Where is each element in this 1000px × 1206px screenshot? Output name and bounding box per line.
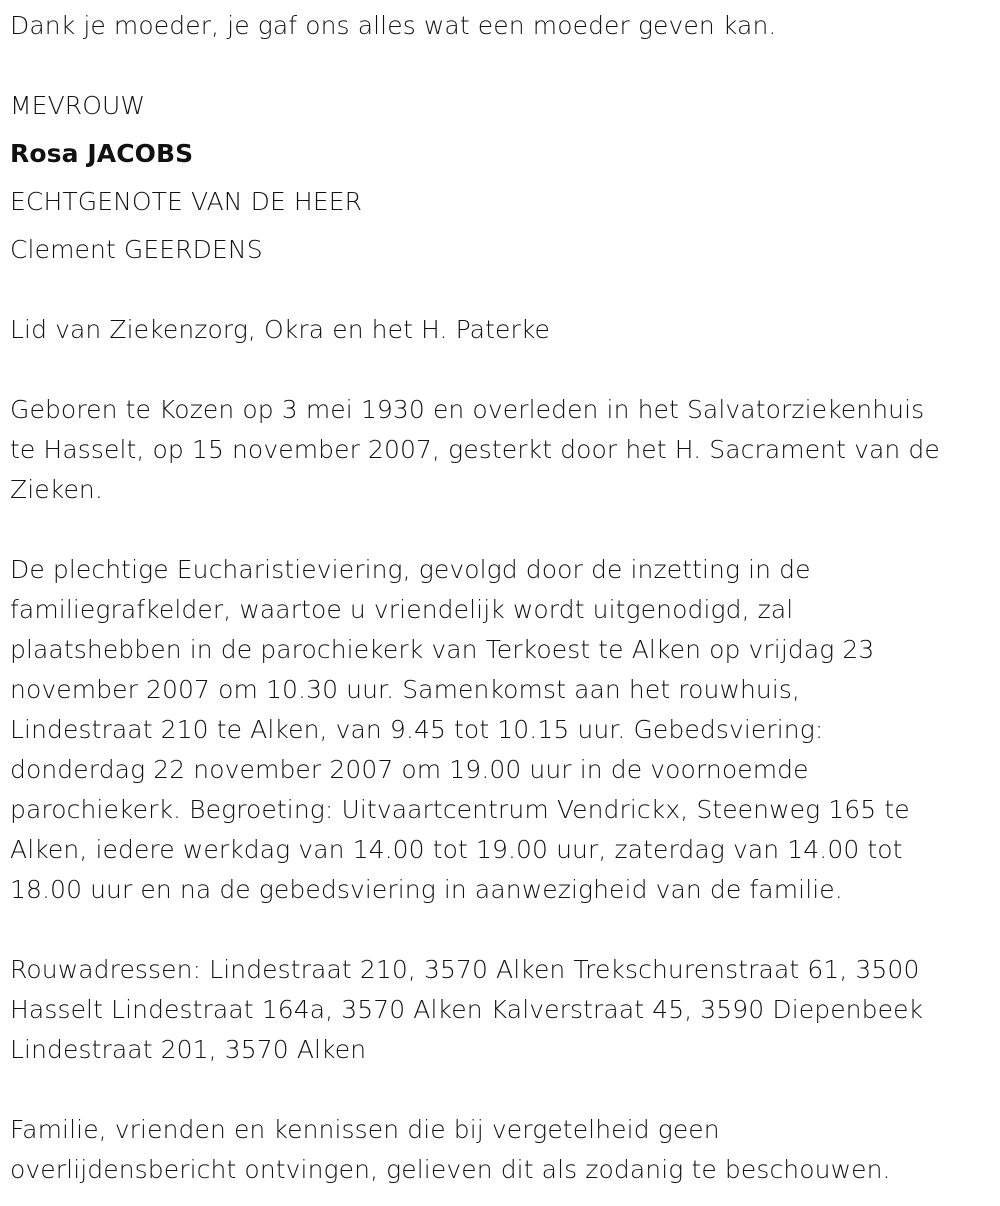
closing-paragraph <box>10 1110 891 1190</box>
paragraph-line: De plechtige Eucharistieviering, gevolgd door de inzetting in de <box>10 555 811 584</box>
dedication-block <box>10 6 776 46</box>
membership-block <box>10 310 550 350</box>
paragraph-line: Zieken. <box>10 475 103 504</box>
paragraph-line: donderdag 22 november 2007 om 19.00 uur in de voornoemde <box>10 755 809 784</box>
paragraph-line: Familie, vrienden en kennissen die bij vergetelheid geen <box>10 1115 720 1144</box>
paragraph-line: te Hasselt, op 15 november 2007, gesterkt door het H. Sacrament van de <box>10 435 940 464</box>
paragraph-line: november 2007 om 10.30 uur. Samenkomst aan het rouwhuis, <box>10 675 801 704</box>
deceased-name: Rosa JACOBS <box>10 139 194 168</box>
salutation: MEVROUW <box>10 91 146 120</box>
spouse-name: Clement GEERDENS <box>10 235 263 264</box>
ceremony-paragraph <box>10 550 910 910</box>
paragraph-line: 18.00 uur en na de gebedsviering in aanwezigheid van de familie. <box>10 875 843 904</box>
paragraph-line: Rouwadressen: Lindestraat 210, 3570 Alken Trekschurenstraat 61, 3500 <box>10 955 920 984</box>
paragraph-line: Lindestraat 210 te Alken, van 9.45 tot 10.15 uur. Gebedsviering: <box>10 715 824 744</box>
membership-text: Lid van Ziekenzorg, Okra en het H. Paterke <box>10 315 551 344</box>
paragraph-line: Lindestraat 201, 3570 Alken <box>10 1035 367 1064</box>
paragraph-line: familiegrafkelder, waartoe u vriendelijk wordt uitgenodigd, zal <box>10 595 794 624</box>
paragraph-line: Geboren te Kozen op 3 mei 1930 en overleden in het Salvatorziekenhuis <box>10 395 925 424</box>
mourning-addresses-paragraph <box>10 950 923 1070</box>
birth-death-paragraph <box>10 390 940 510</box>
paragraph-line: Alken, iedere werkdag van 14.00 tot 19.00 uur, zaterdag van 14.00 tot <box>10 835 903 864</box>
paragraph-line: Hasselt Lindestraat 164a, 3570 Alken Kalverstraat 45, 3590 Diepenbeek <box>10 995 924 1024</box>
paragraph-line: parochiekerk. Begroeting: Uitvaartcentrum Vendrickx, Steenweg 165 te <box>10 795 910 824</box>
paragraph-line: plaatshebben in de parochiekerk van Terkoest te Alken op vrijdag 23 <box>10 635 875 664</box>
deceased-heading <box>10 82 362 274</box>
dedication-text: Dank je moeder, je gaf ons alles wat een moeder geven kan. <box>10 11 777 40</box>
paragraph-line: overlijdensbericht ontvingen, gelieven dit als zodanig te beschouwen. <box>10 1155 891 1184</box>
relation-label: ECHTGENOTE VAN DE HEER <box>10 187 363 216</box>
